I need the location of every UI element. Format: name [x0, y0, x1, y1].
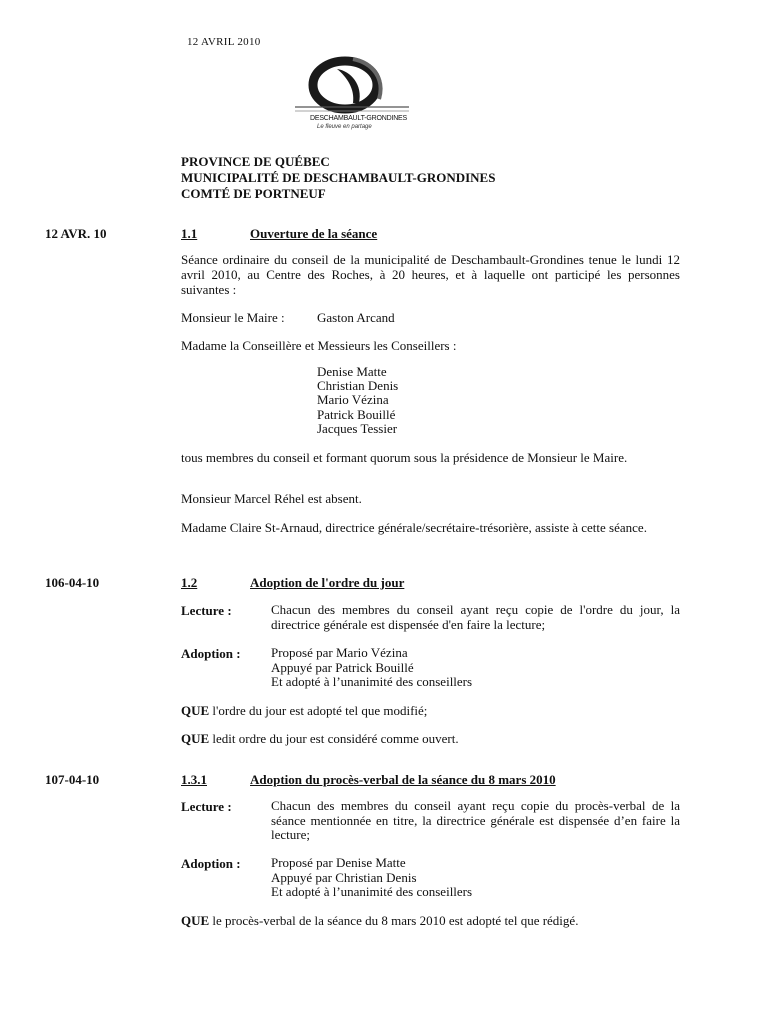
mayor-name: Gaston Arcand	[317, 310, 395, 325]
dg-text: Madame Claire St-Arnaud, directrice générale/secrétaire-trésorière, assiste à cette séance.	[181, 520, 647, 535]
section-number: 1.1	[181, 226, 198, 241]
section-title: Adoption de l'ordre du jour	[250, 575, 405, 590]
councillor-name: Jacques Tessier	[317, 420, 398, 436]
lecture-text: Chacun des membres du conseil ayant reçu copie du procès-verbal de la séance mentionnée en titre, la directrice générale est dispensée d’en faire la lecture;	[271, 798, 680, 842]
adoption-label: Adoption :	[181, 856, 241, 871]
section-title: Adoption du procès-verbal de la séance du 8 mars 2010	[250, 772, 556, 787]
lecture-text: Chacun des membres du conseil ayant reçu copie de l'ordre du jour, la directrice générale est dispensée d'en faire la lecture;	[271, 602, 680, 632]
section-number: 1.3.1	[181, 772, 207, 787]
councillor-name: Denise Matte	[317, 364, 387, 379]
section-title: Ouverture de la séance	[250, 226, 378, 241]
unanimity-line: Et adopté à l’unanimité des conseillers	[271, 674, 473, 689]
councillors-list	[317, 365, 398, 436]
adoption-block	[271, 646, 680, 690]
que-keyword: QUE	[181, 731, 210, 746]
lecture-label: Lecture :	[181, 603, 232, 618]
municipality-line: MUNICIPALITÉ DE DESCHAMBAULT-GRONDINES	[181, 170, 496, 185]
councillor-name: Patrick Bouillé	[317, 406, 396, 422]
councillors-label: Madame la Conseillère et Messieurs les Conseillers :	[181, 338, 457, 353]
session-intro: Séance ordinaire du conseil de la municipalité de Deschambault-Grondines tenue le lundi 12 avril 2010, au Centre des Roches, à 20 heures, et à laquelle ont participé les personnes suivantes :	[181, 252, 680, 297]
que-clause	[181, 731, 459, 747]
logo-name: DESCHAMBAULT-GRONDINES	[310, 115, 407, 122]
councillor-name: Mario Vézina	[317, 392, 389, 408]
province-line: PROVINCE DE QUÉBEC	[181, 154, 330, 169]
councillor-name: Christian Denis	[317, 378, 399, 394]
municipality-logo	[293, 55, 411, 133]
logo-swirl-icon	[293, 55, 411, 115]
lecture-label: Lecture :	[181, 799, 232, 814]
que-keyword: QUE	[181, 913, 210, 928]
resolution-number: 107-04-10	[45, 772, 100, 787]
seconder-line: Appuyé par Patrick Bouillé	[271, 659, 414, 675]
header-date: 12 AVRIL 2010	[187, 36, 261, 48]
county-line: COMTÉ DE PORTNEUF	[181, 186, 326, 201]
resolution-number: 106-04-10	[45, 575, 100, 590]
section-number: 1.2	[181, 575, 198, 590]
adoption-label: Adoption :	[181, 646, 241, 661]
que-clause	[181, 703, 427, 719]
margin-date: 12 AVR. 10	[45, 226, 107, 241]
que-text: ledit ordre du jour est considéré comme ouvert.	[209, 731, 459, 746]
proposer-line: Proposé par Denise Matte	[271, 855, 406, 870]
proposer-line: Proposé par Mario Vézina	[271, 645, 408, 660]
adoption-block	[271, 856, 680, 900]
logo-tagline: Le fleuve en partage	[317, 124, 372, 130]
que-keyword: QUE	[181, 703, 210, 718]
quorum-text: tous membres du conseil et formant quorum sous la présidence de Monsieur le Maire.	[181, 450, 628, 465]
absent-text: Monsieur Marcel Réhel est absent.	[181, 491, 362, 506]
que-clause	[181, 913, 578, 929]
seconder-line: Appuyé par Christian Denis	[271, 869, 417, 885]
province-header	[181, 154, 495, 202]
que-text: l'ordre du jour est adopté tel que modifié;	[209, 703, 428, 718]
unanimity-line: Et adopté à l’unanimité des conseillers	[271, 884, 473, 899]
que-text: le procès-verbal de la séance du 8 mars 2010 est adopté tel que rédigé.	[209, 913, 579, 928]
mayor-label: Monsieur le Maire :	[181, 310, 285, 325]
